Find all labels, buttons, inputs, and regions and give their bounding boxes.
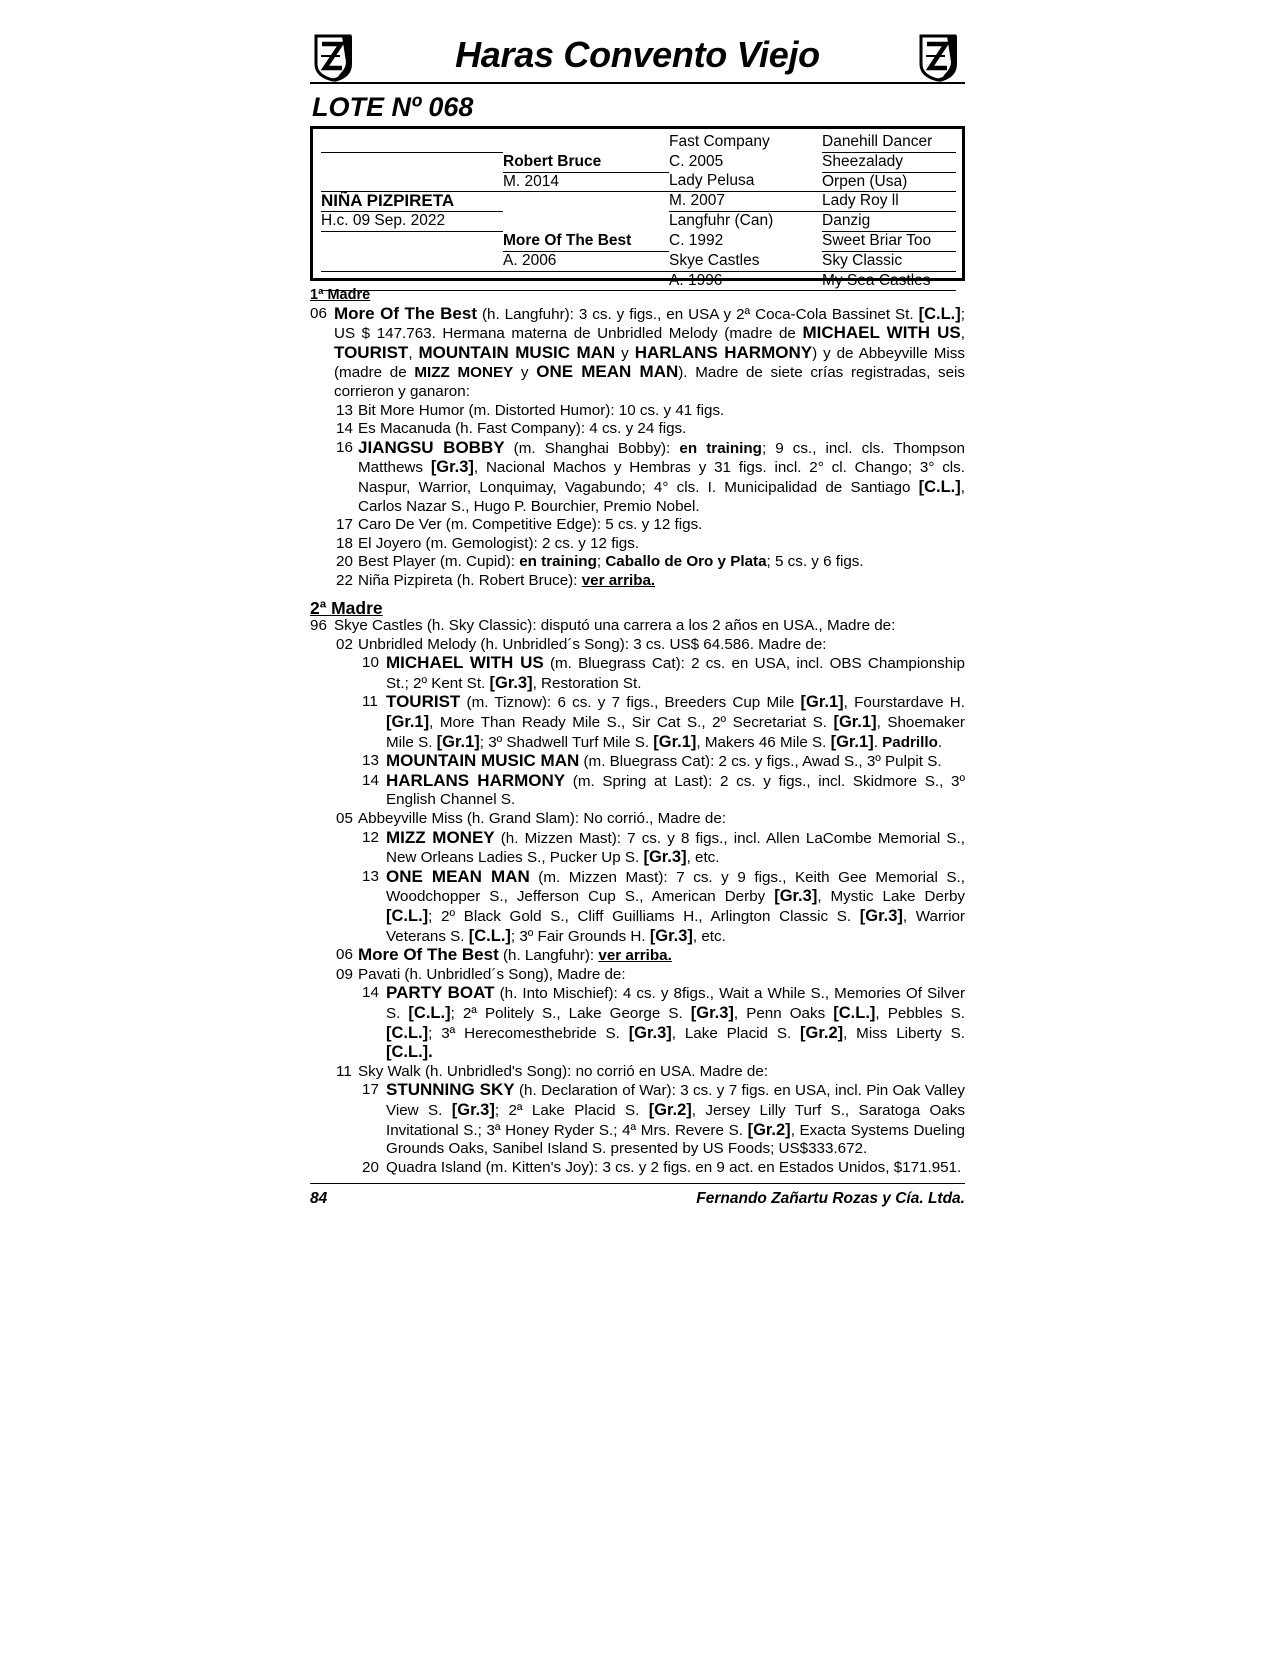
pedigree-row	[321, 192, 956, 212]
produce-entry	[310, 1063, 965, 1082]
produce-entry	[310, 402, 965, 421]
entry-year: 06	[310, 304, 327, 322]
text-run: (h. Mizzen Mast): 7 cs. y 8 figs., incl. Allen LaCombe Memorial S., New Orleans Ladies S., Pucker Up S.	[386, 829, 965, 867]
produce-entry	[310, 810, 965, 829]
produce-entry	[310, 1159, 965, 1178]
text-run: , Lake Placid S.	[671, 1024, 801, 1042]
grade-badge: [C.L.]	[833, 1003, 876, 1022]
entry-year: 13	[336, 401, 353, 419]
pedigree-cell: M. 2014	[503, 172, 669, 192]
text-run: , Shoemaker Mile S.	[386, 714, 965, 751]
entry-text	[358, 439, 965, 516]
emphasis-text: Padrillo	[882, 733, 938, 751]
pedigree-cell: NIÑA PIZPIRETA	[321, 192, 503, 212]
grade-badge: [Gr.3]	[489, 673, 533, 692]
horse-name: TOURIST	[334, 342, 409, 362]
horse-name: MICHAEL WITH US	[802, 323, 961, 343]
grade-badge: [Gr.3]	[430, 458, 474, 477]
entry-year: 22	[336, 571, 353, 589]
text-run: (m. Mizzen Mast): 7 cs. y 9 figs., Keith Gee Memorial S., Woodchopper S., Jefferson Cup S., American Derby	[386, 868, 966, 906]
text-run: , Miss Liberty S.	[843, 1024, 966, 1042]
grade-badge: [Gr.2]	[648, 1100, 692, 1119]
entry-text	[386, 1159, 965, 1178]
horse-name: PARTY BOAT	[386, 983, 495, 1003]
text-run: Sky Walk (h. Unbridled's Song): no corrió en USA. Madre de:	[358, 1062, 769, 1080]
section-title-second-dam: 2ª Madre	[310, 597, 383, 618]
entry-year: 14	[336, 420, 353, 438]
page-title: Haras Convento Viejo	[455, 34, 820, 75]
entry-year: 13	[362, 752, 379, 770]
horse-name: MOUNTAIN MUSIC MAN	[386, 751, 580, 771]
pedigree-cell	[321, 152, 503, 172]
entry-text	[358, 636, 965, 655]
text-run: (h. Langfuhr): 3 cs. y figs., en USA y 2ª Coca-Cola Bassinet St.	[477, 305, 919, 323]
pedigree-cell: C. 2005	[669, 152, 724, 170]
entry-text	[358, 572, 965, 591]
pedigree-cell: Skye Castles	[669, 251, 822, 271]
entry-text	[358, 516, 965, 535]
first-dam-entry	[310, 305, 965, 402]
text-run: , etc.	[692, 927, 726, 945]
emphasis-text: Caballo de Oro y Plata	[605, 553, 767, 571]
pedigree-cell	[503, 192, 669, 212]
text-run: ; 3º Fair Grounds H.	[510, 927, 650, 945]
pedigree-row	[321, 251, 956, 271]
text-run: Unbridled Melody (h. Unbridled´s Song): 3 cs. US$ 64.586. Madre de:	[358, 635, 827, 653]
entry-text	[386, 752, 965, 772]
text-run: (h. Declaration of War): 3 cs. y 7 figs. en USA, incl. Pin Oak Valley View S.	[386, 1082, 965, 1119]
emphasis-text: en training	[519, 553, 597, 571]
text-run: ;	[596, 553, 606, 571]
entry-year: 18	[336, 534, 353, 552]
pedigree-cell: Sky Classic	[822, 251, 956, 271]
horse-name: ONE MEAN MAN	[536, 362, 679, 382]
entry-text	[386, 984, 965, 1062]
text-run: ). Madre de siete crías registradas, seis corrieron y ganaron:	[334, 364, 965, 400]
text-run: , Warrior Veterans S.	[386, 908, 965, 945]
pedigree-cell: Robert Bruce	[503, 152, 669, 172]
grade-badge: [Gr.3]	[643, 848, 687, 867]
pedigree-cell: M. 2007	[669, 192, 822, 212]
produce-entry	[310, 868, 965, 946]
text-run: Bit More Humor (m. Distorted Humor): 10 cs. y 41 figs.	[358, 401, 725, 419]
section-title-first-dam: 1ª Madre	[310, 287, 371, 303]
text-run: y	[513, 364, 537, 382]
pedigree-cell	[503, 133, 669, 152]
grade-badge: [Gr.3]	[690, 1003, 734, 1022]
pedigree-cell	[321, 133, 503, 152]
pedigree-cell	[503, 212, 669, 232]
produce-entry	[310, 516, 965, 535]
page-number: 84	[310, 1190, 328, 1208]
pedigree-cell	[321, 251, 503, 271]
pedigree-cell: Langfuhr (Can)	[669, 212, 774, 230]
pedigree-cell: Sweet Briar Too	[822, 231, 956, 251]
pedigree-table	[321, 133, 956, 291]
text-run: ,	[960, 325, 966, 343]
text-run: Pavati (h. Unbridled´s Song), Madre de:	[358, 965, 626, 983]
pedigree-box	[310, 126, 965, 289]
text-run: (m. Shanghai Bobby):	[504, 439, 680, 457]
text-run: y	[615, 344, 635, 362]
horse-name: More Of The Best	[334, 303, 477, 323]
pedigree-row	[321, 231, 956, 251]
grade-badge: [Gr.3]	[451, 1100, 495, 1119]
produce-entry	[310, 966, 965, 985]
text-run: (m. Bluegrass Cat): 2 cs. y figs., Awad S., 3º Pulpit S.	[579, 753, 942, 771]
entry-text	[386, 693, 965, 752]
text-run: , Nacional Machos y Hembras y 31 figs. incl. 2° cl. Chango; 3° cls. Naspur, Warrior, Lonquimay, Vagabundo; 4° cls. I. Municipalidad de Santiago	[358, 459, 965, 496]
page-header	[310, 30, 965, 88]
text-run: .	[873, 733, 883, 751]
produce-entry	[310, 946, 965, 966]
grade-badge: [C.L.]	[918, 477, 961, 496]
text-run: (h. Langfuhr):	[498, 947, 599, 965]
text-run: ; 2ª Politely S., Lake George S.	[450, 1004, 691, 1022]
text-run: Es Macanuda (h. Fast Company): 4 cs. y 24 figs.	[358, 420, 687, 438]
produce-entry	[310, 553, 965, 572]
produce-entry	[310, 420, 965, 439]
entry-text	[386, 772, 965, 810]
text-run: ,	[408, 344, 419, 362]
pedigree-cell: Orpen (Usa)	[822, 172, 956, 192]
grade-badge: [C.L.]	[468, 926, 511, 945]
pedigree-cell: A. 2006	[503, 251, 669, 271]
grade-badge: [Gr.3]	[774, 887, 818, 906]
grade-badge: [C.L.]	[918, 304, 961, 323]
horse-name: More Of The Best	[358, 945, 499, 965]
pedigree-cell	[321, 172, 503, 192]
text-run: , Makers 46 Mile S.	[696, 733, 831, 751]
produce-entry	[310, 572, 965, 591]
text-run: , Mystic Lake Derby	[817, 888, 965, 906]
entry-year: 96	[310, 617, 327, 635]
text-run: , Pebbles S.	[875, 1004, 965, 1022]
produce-entry	[310, 439, 965, 516]
text-run: ) y de Abbeyville Miss (madre de	[334, 344, 965, 382]
pedigree-cell	[321, 231, 503, 251]
text-run: Abbeyville Miss (h. Grand Slam): No corrió., Madre de:	[358, 810, 727, 828]
entry-year: 14	[362, 984, 379, 1002]
produce-record	[310, 286, 965, 1177]
entry-text	[386, 1081, 965, 1158]
entry-text	[334, 305, 965, 402]
text-run: , Carlos Nazar S., Hugo P. Bourchier, Premio Nobel.	[358, 478, 965, 515]
grade-badge: [Gr.3]	[859, 907, 903, 925]
horse-name: ONE MEAN MAN	[386, 866, 530, 886]
entry-text	[334, 617, 965, 636]
text-run: (m. Bluegrass Cat): 2 cs. en USA, incl. OBS Championship St.; 2º Kent St.	[386, 655, 966, 692]
produce-entry	[310, 829, 965, 868]
entry-year: 20	[362, 1158, 379, 1176]
entry-text	[358, 535, 965, 554]
pedigree-cell: Lady Roy ll	[822, 192, 956, 212]
entry-year: 17	[336, 516, 353, 534]
entry-year: 09	[336, 965, 353, 983]
pedigree-cell: Fast Company	[669, 133, 770, 151]
cross-reference: ver arriba.	[598, 947, 672, 965]
text-run: , Penn Oaks	[733, 1004, 834, 1022]
entry-text	[386, 829, 965, 868]
header-rule	[310, 82, 965, 84]
pedigree-cell: A. 1996	[669, 271, 822, 291]
entry-text	[358, 553, 965, 572]
horse-name: MIZZ MONEY	[386, 827, 495, 847]
produce-entry	[310, 984, 965, 1062]
grade-badge: [Gr.3]	[649, 926, 693, 945]
entry-year: 11	[362, 693, 378, 711]
zr-monogram-shield-icon	[917, 34, 961, 82]
text-run: ; 2ª Lake Placid S.	[494, 1101, 649, 1119]
pedigree-cell: Lady Pelusa	[669, 172, 822, 192]
produce-entry	[310, 636, 965, 655]
text-run: ; 3º Shadwell Turf Mile S.	[479, 733, 654, 751]
entry-year: 05	[336, 810, 353, 828]
pedigree-cell: More Of The Best	[503, 231, 669, 251]
produce-entry	[310, 617, 965, 636]
text-run: Skye Castles (h. Sky Classic): disputó una carrera a los 2 años en USA., Madre de:	[334, 617, 896, 635]
entry-text	[358, 402, 965, 421]
produce-entry	[310, 535, 965, 554]
footer-company: Fernando Zañartu Rozas y Cía. Ltda.	[696, 1190, 965, 1208]
page-footer	[310, 1190, 965, 1208]
produce-entry	[310, 772, 965, 810]
grade-badge: [Gr.2]	[747, 1120, 791, 1139]
entry-text	[386, 654, 965, 693]
grade-badge: [Gr.1]	[386, 713, 430, 732]
text-run: (m. Spring at Last): 2 cs. y figs., incl. Skidmore S., 3º English Channel S.	[386, 772, 965, 809]
horse-name: HARLANS HARMONY	[386, 770, 566, 790]
grade-badge: [Gr.1]	[833, 713, 877, 732]
text-run: , Fourstardave H.	[843, 694, 965, 712]
entry-year: 11	[336, 1062, 352, 1080]
entry-year: 17	[362, 1081, 379, 1099]
pedigree-cell: Danzig	[822, 212, 956, 232]
entry-text	[386, 868, 965, 946]
horse-name: HARLANS HARMONY	[634, 342, 813, 362]
text-run: ; US $ 147.763. Hermana materna de Unbridled Melody (madre de	[334, 305, 965, 343]
text-run: Caro De Ver (m. Competitive Edge): 5 cs. y 12 figs.	[358, 516, 703, 534]
text-run: , etc.	[686, 849, 720, 867]
entry-text	[358, 946, 965, 966]
first-dam-produce-list	[310, 402, 965, 591]
produce-entry	[310, 752, 965, 772]
grade-badge: [Gr.1]	[830, 732, 874, 751]
emphasis-text: en training	[679, 439, 762, 457]
text-run: ; 3ª Herecomesthebride S.	[428, 1024, 629, 1042]
grade-badge: [C.L.]	[386, 907, 429, 925]
text-run: ; 9 cs., incl. cls. Thompson Matthews	[358, 439, 965, 477]
grade-badge: [Gr.1]	[800, 693, 844, 712]
pedigree-row	[321, 133, 956, 152]
horse-name: STUNNING SKY	[386, 1080, 515, 1100]
entry-year: 13	[362, 867, 379, 885]
produce-entry	[310, 654, 965, 693]
text-run: , Exacta Systems Dueling Grounds Oaks, Sanibel Island S. presented by US Foods; US$333.672.	[386, 1121, 966, 1158]
pedigree-row	[321, 212, 956, 232]
entry-text	[358, 1063, 965, 1082]
grade-badge: [C.L.].	[386, 1043, 433, 1062]
second-dam-produce-list	[310, 617, 965, 1177]
produce-entry	[310, 1081, 965, 1158]
pedigree-cell: Danehill Dancer	[822, 133, 956, 152]
text-run: .	[937, 733, 943, 751]
horse-name: MOUNTAIN MUSIC MAN	[418, 342, 616, 362]
entry-year: 20	[336, 553, 353, 571]
text-run: , More Than Ready Mile S., Sir Cat S., 2º Secretariat S.	[429, 714, 834, 732]
text-run: , Jersey Lilly Turf S., Saratoga Oaks Invitational S.; 3ª Honey Ryder S.; 4ª Mrs. Revere S.	[386, 1101, 965, 1139]
produce-entry	[310, 693, 965, 752]
grade-badge: [C.L.]	[408, 1003, 451, 1022]
text-run: ; 2º Black Gold S., Cliff Guilliams H., Arlington Classic S.	[428, 908, 860, 925]
entry-year: 16	[336, 438, 353, 456]
entry-year: 12	[362, 828, 379, 846]
pedigree-cell: Sheezalady	[822, 152, 956, 172]
text-run: , Restoration St.	[532, 674, 642, 692]
entry-year: 10	[362, 654, 379, 672]
text-run: (m. Tiznow): 6 cs. y 7 figs., Breeders Cup Mile	[460, 694, 801, 712]
grade-badge: [C.L.]	[386, 1023, 429, 1042]
pedigree-row	[321, 152, 956, 172]
text-run: Quadra Island (m. Kitten's Joy): 3 cs. y 2 figs. en 9 act. en Estados Unidos, $171.951.	[386, 1158, 962, 1176]
grade-badge: [Gr.1]	[653, 732, 697, 751]
entry-text	[358, 966, 965, 985]
text-run: Best Player (m. Cupid):	[358, 553, 520, 571]
grade-badge: [Gr.3]	[628, 1023, 672, 1042]
pedigree-cell: My Sea Castles	[822, 271, 956, 291]
text-run: (h. Into Mischief): 4 cs. y 8figs., Wait a While S., Memories Of Silver S.	[386, 985, 965, 1022]
text-run: Niña Pizpireta (h. Robert Bruce):	[358, 571, 582, 589]
entry-text	[358, 810, 965, 829]
footer-rule	[310, 1183, 965, 1184]
entry-year: 06	[336, 946, 353, 964]
horse-name: JIANGSU BOBBY	[358, 437, 505, 457]
catalog-page	[310, 30, 965, 1208]
pedigree-row	[321, 172, 956, 192]
entry-year: 02	[336, 635, 353, 653]
pedigree-cell: C. 1992	[669, 231, 724, 249]
grade-badge: [Gr.2]	[800, 1023, 844, 1042]
cross-reference: ver arriba.	[581, 571, 656, 589]
pedigree-cell: H.c. 09 Sep. 2022	[321, 212, 503, 232]
emphasis-text: MIZZ MONEY	[414, 364, 514, 382]
entry-year: 14	[362, 771, 379, 789]
horse-name: MICHAEL WITH US	[386, 653, 544, 673]
lot-number: LOTE Nº 068	[312, 92, 474, 122]
entry-text	[358, 420, 965, 439]
horse-name: TOURIST	[386, 692, 461, 712]
grade-badge: [Gr.1]	[436, 732, 480, 751]
text-run: El Joyero (m. Gemologist): 2 cs. y 12 figs.	[358, 534, 640, 552]
text-run: ; 5 cs. y 6 figs.	[766, 553, 864, 571]
